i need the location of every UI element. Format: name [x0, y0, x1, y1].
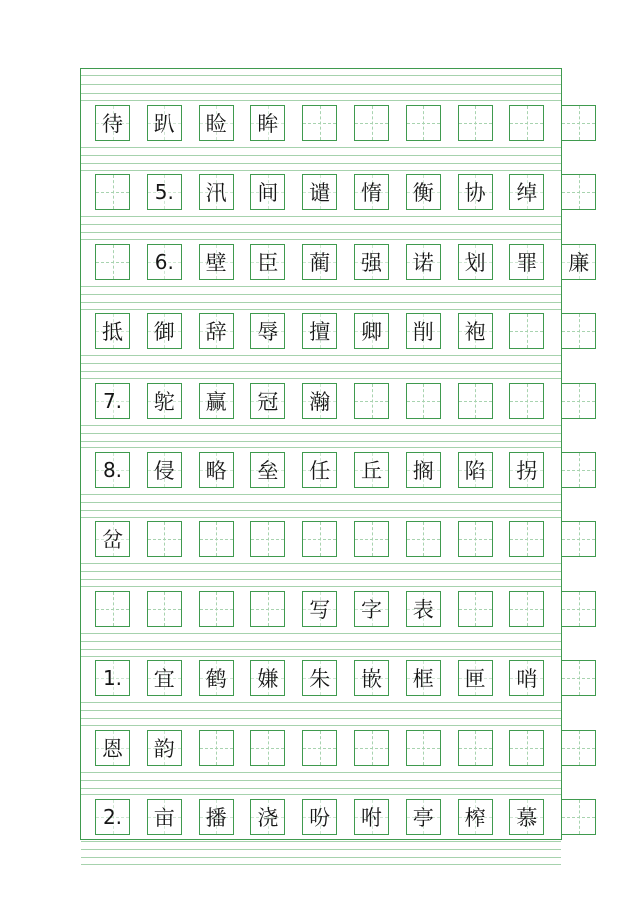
character: [407, 106, 440, 140]
spacer-line: [81, 216, 561, 217]
character-cell: [199, 174, 234, 210]
character: [407, 731, 440, 765]
character: [562, 661, 595, 695]
character-cell: [406, 591, 441, 627]
character-cell: [147, 105, 182, 141]
character-cell: [458, 799, 493, 835]
spacer-line: [81, 170, 561, 171]
character-cell: [95, 799, 130, 835]
spacer-line: [81, 100, 561, 101]
character: 强: [361, 250, 382, 275]
character-cell: [147, 383, 182, 419]
empty-cell: [509, 521, 544, 557]
character-cell: [147, 452, 182, 488]
item-number: 6.: [154, 249, 174, 274]
character: [562, 453, 595, 487]
character: [562, 800, 595, 834]
empty-cell: [509, 313, 544, 349]
character-cell: [147, 660, 182, 696]
character-cell: [354, 174, 389, 210]
spacer-line: [81, 239, 561, 240]
row-spacer: [81, 69, 561, 105]
character: 陷: [464, 459, 486, 483]
spacer-line: [81, 232, 561, 233]
character-cell: [458, 174, 493, 210]
character-cell: [95, 313, 130, 349]
spacer-line: [81, 433, 561, 434]
character: [148, 592, 181, 626]
spacer-line: [81, 502, 561, 503]
character-cell: [406, 660, 441, 696]
character: [562, 592, 595, 626]
character: [510, 731, 543, 765]
character: [459, 592, 492, 626]
empty-cell: [561, 383, 596, 419]
grid-row: [95, 521, 547, 557]
character-cell: [199, 799, 234, 835]
spacer-line: [81, 494, 561, 495]
character-cell: [199, 105, 234, 141]
character-cell: [509, 660, 544, 696]
character-cell: [250, 383, 285, 419]
character: [562, 175, 595, 209]
empty-cell: [147, 521, 182, 557]
character: 辞: [205, 320, 227, 345]
spacer-line: [81, 425, 561, 426]
empty-cell: [302, 521, 337, 557]
spacer-line: [81, 702, 561, 703]
character-cell: [147, 174, 182, 210]
item-number: 5.: [154, 180, 174, 205]
character-cell: [406, 174, 441, 210]
empty-cell: [250, 730, 285, 766]
character-cell: [354, 244, 389, 280]
character: 拐: [516, 459, 538, 483]
character-cell: [250, 174, 285, 210]
empty-cell: [561, 660, 596, 696]
spacer-line: [81, 841, 561, 842]
spacer-line: [81, 163, 561, 164]
character-cell: [406, 799, 441, 835]
character: [148, 522, 181, 556]
empty-cell: [354, 730, 389, 766]
item-number: 7.: [102, 388, 123, 413]
character: [459, 384, 492, 418]
spacer-line: [81, 780, 561, 781]
character: 臣: [257, 250, 279, 275]
character: 绰: [516, 181, 538, 206]
spacer-line: [81, 363, 561, 364]
character: [200, 592, 233, 626]
character: 亩: [153, 806, 175, 830]
character-cell: [406, 313, 441, 349]
character: 壁: [205, 250, 227, 275]
character: 播: [205, 806, 227, 830]
grid-row: [95, 383, 547, 419]
empty-cell: [509, 383, 544, 419]
character-cell: [458, 660, 493, 696]
spacer-line: [81, 586, 561, 587]
character: 趴: [153, 112, 175, 136]
character: 卿: [361, 320, 382, 345]
row-spacer: [81, 210, 561, 243]
empty-cell: [406, 730, 441, 766]
item-number: 8.: [102, 458, 123, 482]
spacer-line: [81, 857, 561, 858]
character: 恩: [102, 736, 123, 761]
spacer-line: [81, 84, 561, 85]
empty-cell: [561, 105, 596, 141]
empty-cell: [458, 383, 493, 419]
character-cell: [302, 313, 337, 349]
character: 榨: [464, 806, 486, 830]
character-cell: [302, 383, 337, 419]
character-cell: [509, 799, 544, 835]
character: [510, 522, 543, 556]
character: [355, 522, 388, 556]
character: [200, 731, 233, 765]
grid-row: [95, 174, 547, 210]
character-cell: [302, 244, 337, 280]
character: [510, 314, 543, 348]
grid-row: [95, 730, 547, 766]
character: [562, 106, 595, 140]
character-cell: [302, 174, 337, 210]
character-cell: [509, 452, 544, 488]
character: 鸵: [153, 389, 175, 414]
empty-cell: [199, 730, 234, 766]
character: [96, 592, 129, 626]
character: 嫌: [257, 667, 279, 692]
empty-cell: [354, 383, 389, 419]
spacer-line: [81, 788, 561, 789]
grid-row: [95, 244, 590, 280]
empty-cell: [406, 105, 441, 141]
character-cell: [250, 244, 285, 280]
character: 宜: [153, 667, 175, 692]
character: 诺: [412, 250, 434, 275]
row-spacer: [81, 419, 561, 452]
character: 待: [102, 112, 123, 136]
character: 抵: [102, 320, 123, 345]
spacer-line: [81, 75, 561, 76]
row-spacer: [81, 280, 561, 313]
character: 冠: [257, 389, 279, 414]
spacer-line: [81, 571, 561, 572]
character-cell: [458, 244, 493, 280]
character-cell: [458, 452, 493, 488]
character: 亭: [412, 806, 434, 830]
character: 匣: [464, 667, 486, 692]
character-cell: [95, 452, 130, 488]
character-cell: [147, 799, 182, 835]
row-spacer: [81, 557, 561, 590]
character: 衡: [412, 181, 434, 206]
character: 吩: [309, 806, 331, 830]
character-cell: [250, 799, 285, 835]
character: 任: [309, 459, 331, 483]
row-spacer: [81, 696, 561, 729]
spacer-line: [81, 510, 561, 511]
grid-row: [95, 313, 547, 349]
character: 侵: [153, 459, 175, 483]
spacer-line: [81, 772, 561, 773]
character: [251, 731, 284, 765]
character: 汛: [205, 181, 227, 206]
character: [407, 384, 440, 418]
character-cell: [302, 660, 337, 696]
empty-cell: [95, 174, 130, 210]
empty-cell: [561, 591, 596, 627]
spacer-line: [81, 147, 561, 148]
character-cell: [199, 244, 234, 280]
spacer-line: [81, 355, 561, 356]
character: [562, 384, 595, 418]
empty-cell: [406, 521, 441, 557]
character: 慕: [516, 806, 538, 830]
character: 赢: [205, 389, 227, 414]
empty-cell: [147, 591, 182, 627]
character-cell: [406, 452, 441, 488]
character: 眸: [257, 112, 279, 136]
character-cell: [95, 521, 130, 557]
character: [562, 522, 595, 556]
character: 惰: [361, 181, 382, 206]
empty-cell: [354, 521, 389, 557]
empty-cell: [199, 591, 234, 627]
character-cell: [199, 660, 234, 696]
spacer-line: [81, 371, 561, 372]
empty-cell: [509, 105, 544, 141]
empty-cell: [354, 105, 389, 141]
character-cell: [199, 383, 234, 419]
spacer-line: [81, 864, 561, 865]
character-cell: [250, 313, 285, 349]
spacer-line: [81, 633, 561, 634]
spacer-line: [81, 656, 561, 657]
character: [459, 106, 492, 140]
empty-cell: [95, 591, 130, 627]
character: [303, 731, 336, 765]
character-cell: [147, 313, 182, 349]
spacer-line: [81, 286, 561, 287]
character-cell: [354, 452, 389, 488]
character: [303, 106, 336, 140]
character: 划: [464, 250, 486, 275]
row-spacer: [81, 835, 561, 868]
item-number: 1.: [102, 666, 123, 691]
empty-cell: [561, 730, 596, 766]
empty-cell: [250, 591, 285, 627]
empty-cell: [509, 730, 544, 766]
character: 鹤: [205, 667, 227, 692]
character: [96, 245, 129, 279]
spacer-line: [81, 649, 561, 650]
character: 写: [309, 597, 331, 622]
character-cell: [302, 452, 337, 488]
character: 瀚: [309, 389, 331, 414]
spacer-line: [81, 441, 561, 442]
character: 罪: [516, 250, 538, 275]
character-cell: [199, 313, 234, 349]
character: [355, 731, 388, 765]
character-cell: [199, 452, 234, 488]
character: 御: [153, 320, 175, 345]
character: 睑: [205, 112, 227, 136]
character: 辱: [257, 320, 279, 345]
character: 擅: [309, 320, 331, 345]
empty-cell: [561, 452, 596, 488]
character: 表: [412, 597, 434, 622]
character: 字: [361, 597, 382, 622]
empty-cell: [561, 313, 596, 349]
character-cell: [458, 313, 493, 349]
character: 韵: [153, 736, 175, 761]
character: 咐: [361, 806, 382, 830]
character: [303, 522, 336, 556]
writing-sheet: [80, 68, 590, 840]
character: [251, 522, 284, 556]
spacer-line: [81, 302, 561, 303]
row-spacer: [81, 141, 561, 174]
character: [200, 522, 233, 556]
character: 框: [412, 667, 434, 692]
character: [355, 106, 388, 140]
character-cell: [354, 313, 389, 349]
grid-row: [95, 105, 547, 141]
grid-row: [95, 799, 547, 835]
character-cell: [147, 244, 182, 280]
spacer-line: [81, 718, 561, 719]
character-cell: [509, 244, 544, 280]
empty-cell: [561, 799, 596, 835]
spacer-line: [81, 563, 561, 564]
character-cell: [354, 591, 389, 627]
spacer-line: [81, 849, 561, 850]
character: 搁: [412, 459, 434, 483]
spacer-line: [81, 155, 561, 156]
spacer-line: [81, 93, 561, 94]
empty-cell: [458, 521, 493, 557]
character: 袍: [464, 320, 486, 345]
row-spacer: [81, 766, 561, 799]
grid-row: [95, 452, 547, 488]
character: [562, 314, 595, 348]
spacer-line: [81, 579, 561, 580]
character: 嵌: [361, 667, 382, 692]
character-cell: [302, 799, 337, 835]
character-cell: [406, 244, 441, 280]
empty-cell: [302, 105, 337, 141]
character: [510, 384, 543, 418]
character: 谴: [309, 181, 331, 206]
empty-cell: [561, 521, 596, 557]
character-cell: [95, 383, 130, 419]
empty-cell: [509, 591, 544, 627]
empty-cell: [250, 521, 285, 557]
character-cell: [95, 660, 130, 696]
row-spacer: [81, 627, 561, 660]
character-cell: [95, 105, 130, 141]
grid-row: [95, 591, 547, 627]
spacer-line: [81, 641, 561, 642]
character: [355, 384, 388, 418]
spacer-line: [81, 517, 561, 518]
character: [251, 592, 284, 626]
character: [510, 106, 543, 140]
character: [407, 522, 440, 556]
spacer-line: [81, 294, 561, 295]
row-spacer: [81, 488, 561, 521]
character-cell: [250, 105, 285, 141]
spacer-line: [81, 309, 561, 310]
empty-cell: [458, 730, 493, 766]
character: [96, 175, 129, 209]
row-spacer: [81, 349, 561, 382]
character: 朱: [309, 667, 331, 692]
character-cell: [95, 730, 130, 766]
character: 岔: [102, 528, 123, 553]
spacer-line: [81, 725, 561, 726]
character-cell: [354, 660, 389, 696]
character: 蔺: [309, 250, 331, 275]
character: 浇: [257, 806, 279, 830]
character-cell: [354, 799, 389, 835]
spacer-line: [81, 378, 561, 379]
character: 垒: [257, 459, 279, 483]
empty-cell: [458, 105, 493, 141]
character-cell: [147, 730, 182, 766]
character-cell: [250, 660, 285, 696]
grid-row: [95, 660, 547, 696]
empty-cell: [561, 174, 596, 210]
empty-cell: [302, 730, 337, 766]
character: 间: [257, 181, 279, 206]
character: 廉: [568, 250, 590, 275]
character-cell: [509, 174, 544, 210]
spacer-line: [81, 710, 561, 711]
character: 丘: [361, 459, 382, 483]
spacer-line: [81, 447, 561, 448]
character: 哨: [516, 667, 538, 692]
character: [510, 592, 543, 626]
character-cell: [302, 591, 337, 627]
empty-cell: [95, 244, 130, 280]
spacer-line: [81, 794, 561, 795]
empty-cell: [199, 521, 234, 557]
character: 协: [464, 181, 486, 206]
empty-cell: [458, 591, 493, 627]
item-number: 2.: [102, 805, 123, 829]
spacer-line: [81, 224, 561, 225]
empty-cell: [406, 383, 441, 419]
character: 略: [205, 459, 227, 483]
character: [459, 731, 492, 765]
character-cell: [250, 452, 285, 488]
character: [562, 731, 595, 765]
character: 削: [412, 320, 434, 345]
character: [459, 522, 492, 556]
character-cell: [561, 244, 596, 280]
